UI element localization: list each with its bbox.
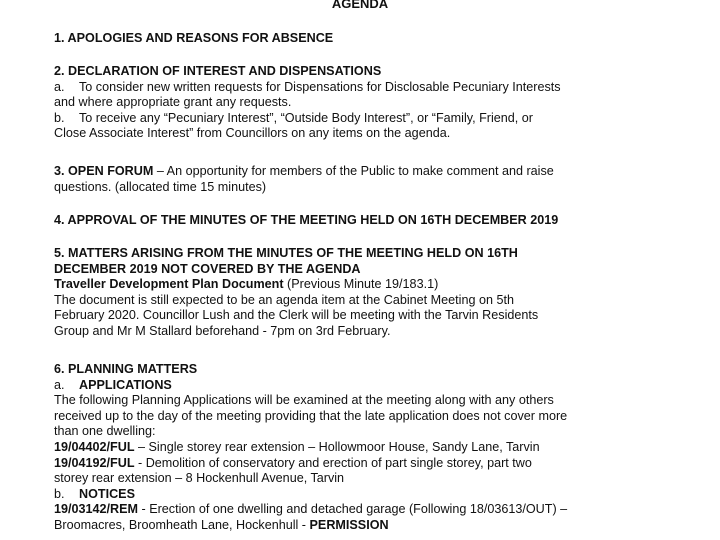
section-2-item-a-cont: and where appropriate grant any requests. xyxy=(54,95,292,110)
section-6 xyxy=(54,362,674,534)
section-5-heading: 5. MATTERS ARISING FROM THE MINUTES OF THE MEETING HELD ON 16TH xyxy=(54,246,518,260)
subsection-title: Traveller Development Plan Document xyxy=(54,277,284,292)
page-title: AGENDA xyxy=(331,0,389,11)
item-marker: a. xyxy=(54,79,65,94)
notice-item xyxy=(54,502,674,518)
application-ref: 19/04192/FUL xyxy=(54,455,135,470)
application-text: - Demolition of conservatory and erection of part single storey, part two xyxy=(134,455,532,470)
application-item xyxy=(54,456,674,472)
notice-text: Broomacres, Broomheath Lane, Hockenhull - xyxy=(54,517,310,532)
section-6-text: received up to the day of the meeting providing that the late application does not cover more xyxy=(54,408,568,423)
subsection-ref: (Previous Minute 19/183.1) xyxy=(283,277,439,292)
section-3 xyxy=(54,164,674,195)
section-3-text-cont: questions. (allocated time 15 minutes) xyxy=(54,179,267,194)
section-2-item-b xyxy=(54,111,674,127)
section-5-text: The document is still expected to be an agenda item at the Cabinet Meeting on 5th xyxy=(54,292,514,307)
item-marker: a. xyxy=(54,377,65,392)
section-2-item-b-cont: Close Associate Interest” from Councillors on any items on the agenda. xyxy=(54,126,451,141)
application-item-cont: storey rear extension – 8 Hockenhull Avenue, Tarvin xyxy=(54,471,345,486)
section-3-text: – An opportunity for members of the Public to make comment and raise xyxy=(153,164,554,178)
application-text: – Single storey rear extension – Hollowmoor House, Sandy Lane, Tarvin xyxy=(134,439,540,454)
section-5-text: February 2020. Councillor Lush and the Clerk will be meeting with the Tarvin Residents xyxy=(54,308,539,323)
subsection-title: NOTICES xyxy=(79,486,135,501)
section-5-heading-cont: DECEMBER 2019 NOT COVERED BY THE AGENDA xyxy=(54,261,361,276)
item-marker: b. xyxy=(54,486,65,501)
section-6-text: than one dwelling: xyxy=(54,424,156,439)
item-text: To receive any “Pecuniary Interest”, “Outside Body Interest”, or “Family, Friend, or xyxy=(79,110,534,125)
section-2-heading: 2. DECLARATION OF INTEREST AND DISPENSATIONS xyxy=(54,64,382,78)
subsection-title: APPLICATIONS xyxy=(79,377,172,392)
section-1-heading: 1. APOLOGIES AND REASONS FOR ABSENCE xyxy=(54,31,334,45)
section-3-heading: 3. OPEN FORUM xyxy=(54,164,154,178)
section-6-heading: 6. PLANNING MATTERS xyxy=(54,362,198,376)
section-5-text: Group and Mr M Stallard beforehand - 7pm on 3rd February. xyxy=(54,323,391,338)
notice-text: - Erection of one dwelling and detached garage (Following 18/03613/OUT) – xyxy=(138,502,568,517)
item-text: To consider new written requests for Dispensations for Disclosable Pecuniary Interests xyxy=(79,79,561,94)
application-ref: 19/04402/FUL xyxy=(54,439,135,454)
item-marker: b. xyxy=(54,110,65,125)
notice-status: PERMISSION xyxy=(309,517,389,532)
application-item xyxy=(54,440,674,456)
section-2-item-a xyxy=(54,80,674,96)
subsection-applications xyxy=(54,378,674,394)
section-6-text: The following Planning Applications will be examined at the meeting along with any others xyxy=(54,393,554,408)
notice-item-cont xyxy=(54,518,674,534)
section-2 xyxy=(54,64,674,142)
section-5 xyxy=(54,246,674,340)
notice-ref: 19/03142/REM xyxy=(54,502,139,517)
subsection-notices xyxy=(54,487,674,503)
section-4-heading: 4. APPROVAL OF THE MINUTES OF THE MEETING HELD ON 16TH DECEMBER 2019 xyxy=(54,213,559,227)
